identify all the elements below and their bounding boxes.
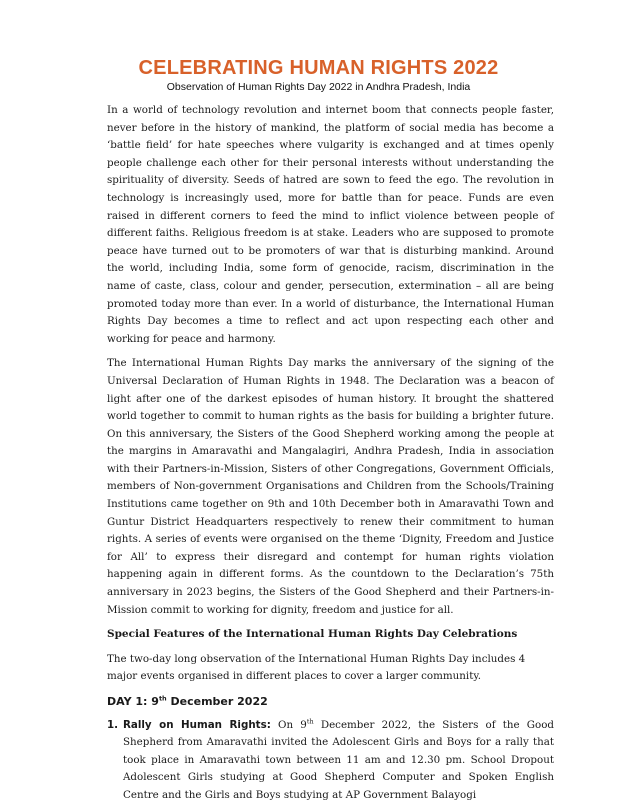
- day-heading: DAY 1: 9th December 2022: [107, 694, 268, 708]
- document-body: [107, 102, 554, 805]
- document-title: CELEBRATING HUMAN RIGHTS 2022: [138, 57, 499, 79]
- list-text: Rally on Human Rights: On 9th December 2022, the Sisters of the Good Shepherd from Amaravathi invited the Adolescent Girls and Boys for a rally that took place in Amaravathi town between 11 am and 12.30 pm. School Dropout Adolescent Girls studying at Good Shepherd Computer and Spoken English Centre and the Girls and Boys studying at AP Government Balayogi: [123, 717, 555, 801]
- list-number: 1.: [107, 718, 119, 731]
- paragraph-declaration: The International Human Rights Day marks the anniversary of the signing of the Universal Declaration of Human Rights in 1948. The Declaration was a beacon of light after one of the darkest episodes of human history. It brought the shattered world together to commit to human rights as the basis for building a brighter future. On this anniversary, the Sisters of the Good Shepherd working among the people at the margins in Amaravathi and Mangalagiri, Andhra Pradesh, India in association with their Partners-in-Mission, Sisters of other Congregations, Government Officials, members of Non-government Organisations and Children from the Schools/Training Institutions came together on 9th and 10th December both in Amaravathi Town and Guntur District Headquarters respectively to renew their commitment to human rights. A series of events were organised on the theme ‘Dignity, Freedom and Justice for All’ to express their disregard and contempt for human rights violation happening again in different forms. As the countdown to the Declaration’s 75th anniversary in 2023 begins, the Sisters of the Good Shepherd and their Partners-in-Mission commit to working for dignity, freedom and justice for all.: [107, 357, 554, 616]
- document-subtitle: Observation of Human Rights Day 2022 in Andhra Pradesh, India: [166, 81, 471, 93]
- section-intro: The two-day long observation of the International Human Rights Day includes 4 major events organised in different places to cover a larger community.: [107, 652, 526, 683]
- section-heading: Special Features of the International Human Rights Day Celebrations: [107, 628, 518, 641]
- paragraph-intro: In a world of technology revolution and internet boom that connects people faster, never before in the history of mankind, the platform of social media has become a ‘battle field’ for hate speeches where vulgarity is exchanged and at times openly people challenge each other for their personal interests without understanding the spirituality of diversity. Seeds of hatred are sown to feed the ego. The revolution in technology is increasingly used, more for battle than for peace. Funds are even raised in different corners to feed the mind to inflict violence between people of different faiths. Religious freedom is at stake. Leaders who are supposed to promote peace have turned out to be promoters of war that is disturbing mankind. Around the world, including India, some form of genocide, racism, discrimination in the name of caste, class, colour and gender, persecution, extermination – all are being promoted today more than ever. In a world of disturbance, the International Human Rights Day becomes a time to reflect and act upon respecting each other and working for peace and harmony.: [107, 104, 554, 345]
- list-label: Rally on Human Rights:: [123, 718, 271, 731]
- list-item: [107, 717, 554, 805]
